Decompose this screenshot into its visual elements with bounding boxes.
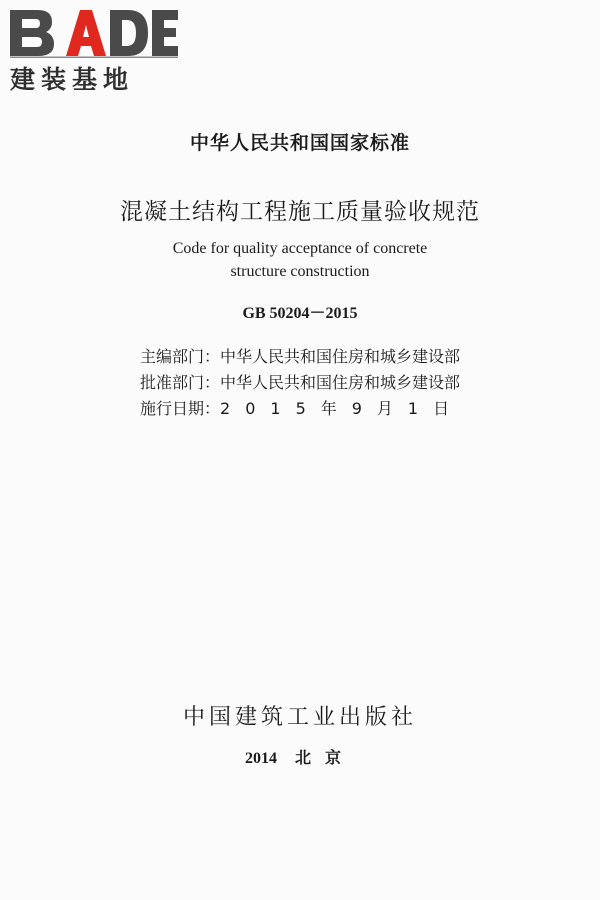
approval-department-label: 批准部门: [140, 373, 205, 392]
effective-date-row: [140, 396, 500, 422]
document-title-english-line1: Code for quality acceptance of concrete: [172, 240, 428, 257]
info-colon: ：: [204, 399, 221, 418]
approval-department-row: [140, 370, 500, 396]
standard-number: GB 50204－2015: [242, 305, 358, 322]
effective-date-label: 施行日期: [140, 399, 205, 418]
chief-editor-department-label: 主编部门: [140, 347, 205, 366]
bade-logo-subtitle: 建装基地: [10, 65, 135, 94]
issuing-info: [140, 344, 500, 422]
publication-city: 北京: [294, 748, 355, 767]
bade-wordmark-logo: [8, 6, 178, 58]
publisher-name: 中国建筑工业出版社: [182, 705, 417, 730]
publication-year-place: [0, 745, 600, 768]
standard-series: 中华人民共和国国家标准: [189, 132, 410, 154]
info-colon: ：: [204, 347, 221, 366]
effective-date-value: 2015年9月1日: [220, 399, 465, 418]
document-title-english-line2: structure construction: [230, 263, 370, 280]
bade-logo: [8, 6, 178, 94]
document-title-chinese: 混凝土结构工程施工质量验收规范: [120, 199, 480, 225]
chief-editor-department-row: [140, 344, 500, 370]
approval-department-value: 中华人民共和国住房和城乡建设部: [220, 373, 461, 392]
chief-editor-department-value: 中华人民共和国住房和城乡建设部: [220, 347, 461, 366]
info-colon: ：: [204, 373, 221, 392]
publication-year: 2014: [244, 750, 277, 767]
